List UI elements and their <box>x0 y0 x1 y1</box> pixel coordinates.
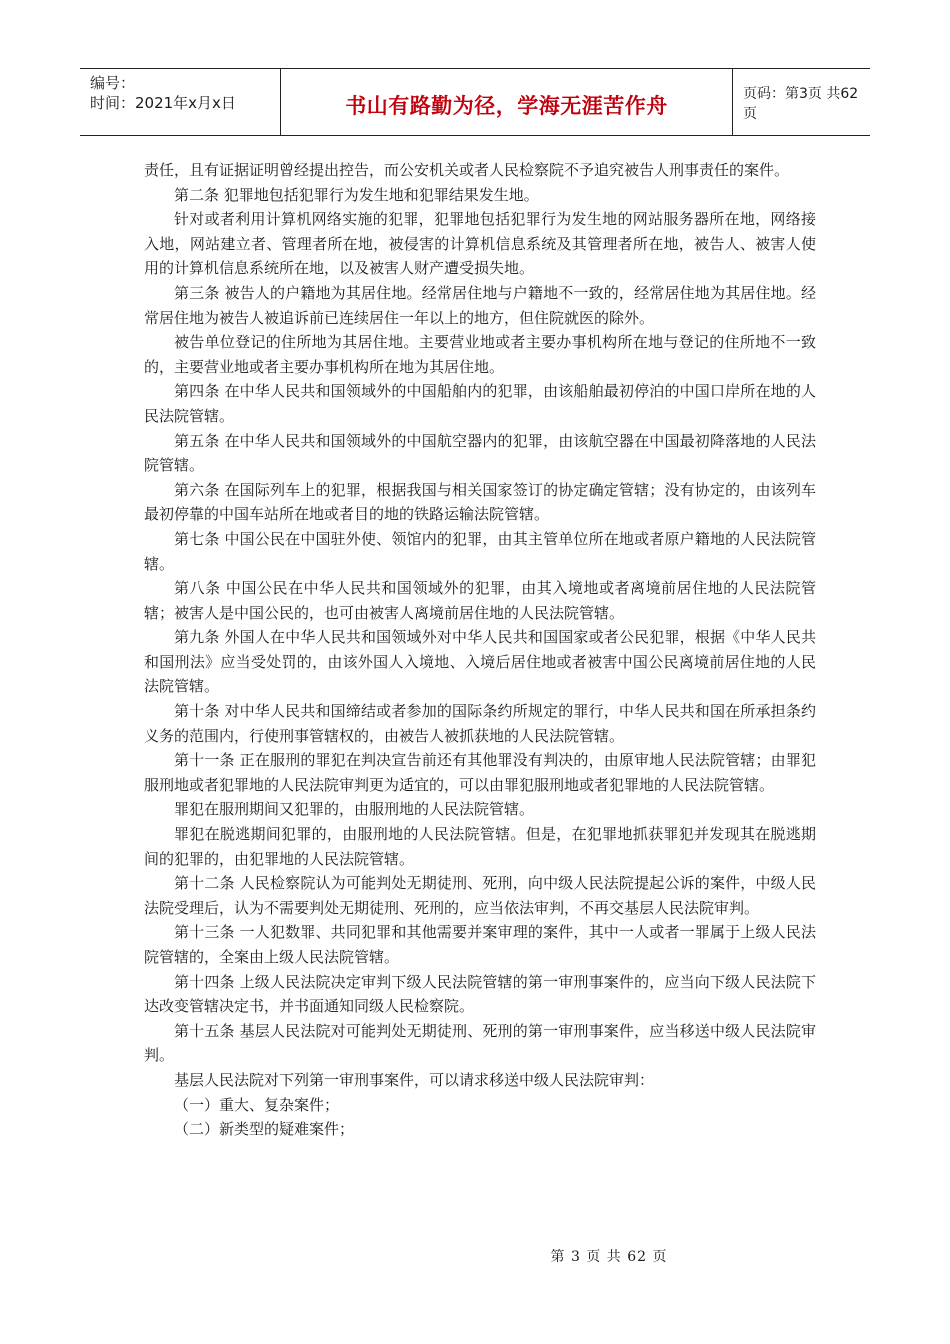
body-paragraph: 第十一条 正在服刑的罪犯在判决宣告前还有其他罪没有判决的，由原审地人民法院管辖；由罪犯服刑地或者犯罪地的人民法院审判更为适宜的，可以由罪犯服刑地或者犯罪地的人民法院管辖。 <box>144 751 816 794</box>
header-meta <box>80 69 281 135</box>
body-paragraph: 第九条 外国人在中华人民共和国领域外对中华人民共和国国家或者公民犯罪，根据《中华人民共和国刑法》应当受处罚的，由该外国人入境地、入境后居住地或者被害中国公民离境前居住地的人民法院管辖。 <box>144 628 816 696</box>
body-paragraph: 罪犯在脱逃期间犯罪的，由服刑地的人民法院管辖。但是，在犯罪地抓获罪犯并发现其在脱逃期间的犯罪的，由犯罪地的人民法院管辖。 <box>144 825 816 868</box>
document-body <box>144 158 816 1142</box>
body-paragraph: 第四条 在中华人民共和国领域外的中国船舶内的犯罪，由该船舶最初停泊的中国口岸所在地的人民法院管辖。 <box>144 382 816 425</box>
body-paragraph: 第五条 在中华人民共和国领域外的中国航空器内的犯罪，由该航空器在中国最初降落地的人民法院管辖。 <box>144 431 816 475</box>
body-paragraph: 第六条 在国际列车上的犯罪，根据我国与相关国家签订的协定确定管辖；没有协定的，由该列车最初停靠的中国车站所在地或者目的地的铁路运输法院管辖。 <box>144 480 816 524</box>
body-paragraph: 被告单位登记的住所地为其居住地。主要营业地或者主要办事机构所在地与登记的住所地不一致的，主要营业地或者主要办事机构所在地为其居住地。 <box>144 333 816 376</box>
body-paragraph: 针对或者利用计算机网络实施的犯罪，犯罪地包括犯罪行为发生地的网站服务器所在地，网络接入地，网站建立者、管理者所在地，被侵害的计算机信息系统及其管理者所在地，被告人、被害人使用的计算机信息系统所在地，以及被害人财产遭受损失地。 <box>144 210 816 278</box>
body-paragraph: 责任，且有证据证明曾经提出控告，而公安机关或者人民检察院不予追究被告人刑事责任的案件。 <box>144 161 790 179</box>
body-paragraph: （二）新类型的疑难案件； <box>174 1120 355 1139</box>
header-page-info: 页码：第3页 共62页 <box>743 86 859 122</box>
body-paragraph: 基层人民法院对下列第一审刑事案件，可以请求移送中级人民法院审判： <box>174 1070 655 1089</box>
page-header <box>80 68 870 136</box>
body-paragraph: 第三条 被告人的户籍地为其居住地。经常居住地与户籍地不一致的，经常居住地为其居住地。经常居住地为被告人被追诉前已连续居住一年以上的地方，但住院就医的除外。 <box>144 283 816 327</box>
header-motto: 书山有路勤为径，学海无涯苦作舟 <box>281 69 733 135</box>
body-paragraph: 第二条 犯罪地包括犯罪行为发生地和犯罪结果发生地。 <box>174 185 539 204</box>
body-paragraph: 第八条 中国公民在中华人民共和国领域外的犯罪，由其入境地或者离境前居住地的人民法院管辖；被害人是中国公民的，也可由被害人离境前居住地的人民法院管辖。 <box>144 579 816 622</box>
body-paragraph: 第十条 对中华人民共和国缔结或者参加的国际条约所规定的罪行，中华人民共和国在所承担条约义务的范围内，行使刑事管辖权的，由被告人被抓获地的人民法院管辖。 <box>144 702 816 745</box>
document-number-label: 编号： <box>90 74 136 92</box>
body-paragraph: 第十二条 人民检察院认为可能判处无期徒刑、死刑，向中级人民法院提起公诉的案件，中级人民法院受理后，认为不需要判处无期徒刑、死刑的，应当依法审判，不再交基层人民法院审判。 <box>144 874 816 917</box>
body-paragraph: 第十三条 一人犯数罪、共同犯罪和其他需要并案审理的案件，其中一人或者一罪属于上级人民法院管辖的，全案由上级人民法院管辖。 <box>144 923 816 966</box>
body-paragraph: （一）重大、复杂案件； <box>174 1095 340 1114</box>
document-time-label: 时间：2021年x月x日 <box>90 94 236 112</box>
body-paragraph: 罪犯在服刑期间又犯罪的，由服刑地的人民法院管辖。 <box>174 800 535 819</box>
body-paragraph: 第七条 中国公民在中国驻外使、领馆内的犯罪，由其主管单位所在地或者原户籍地的人民法院管辖。 <box>144 529 816 573</box>
body-paragraph: 第十四条 上级人民法院决定审判下级人民法院管辖的第一审刑事案件的，应当向下级人民法院下达改变管辖决定书，并书面通知同级人民检察院。 <box>144 972 816 1016</box>
page-footer: 第 3 页 共 62 页 <box>550 1249 668 1265</box>
body-paragraph: 第十五条 基层人民法院对可能判处无期徒刑、死刑的第一审刑事案件，应当移送中级人民法院审判。 <box>144 1021 816 1065</box>
